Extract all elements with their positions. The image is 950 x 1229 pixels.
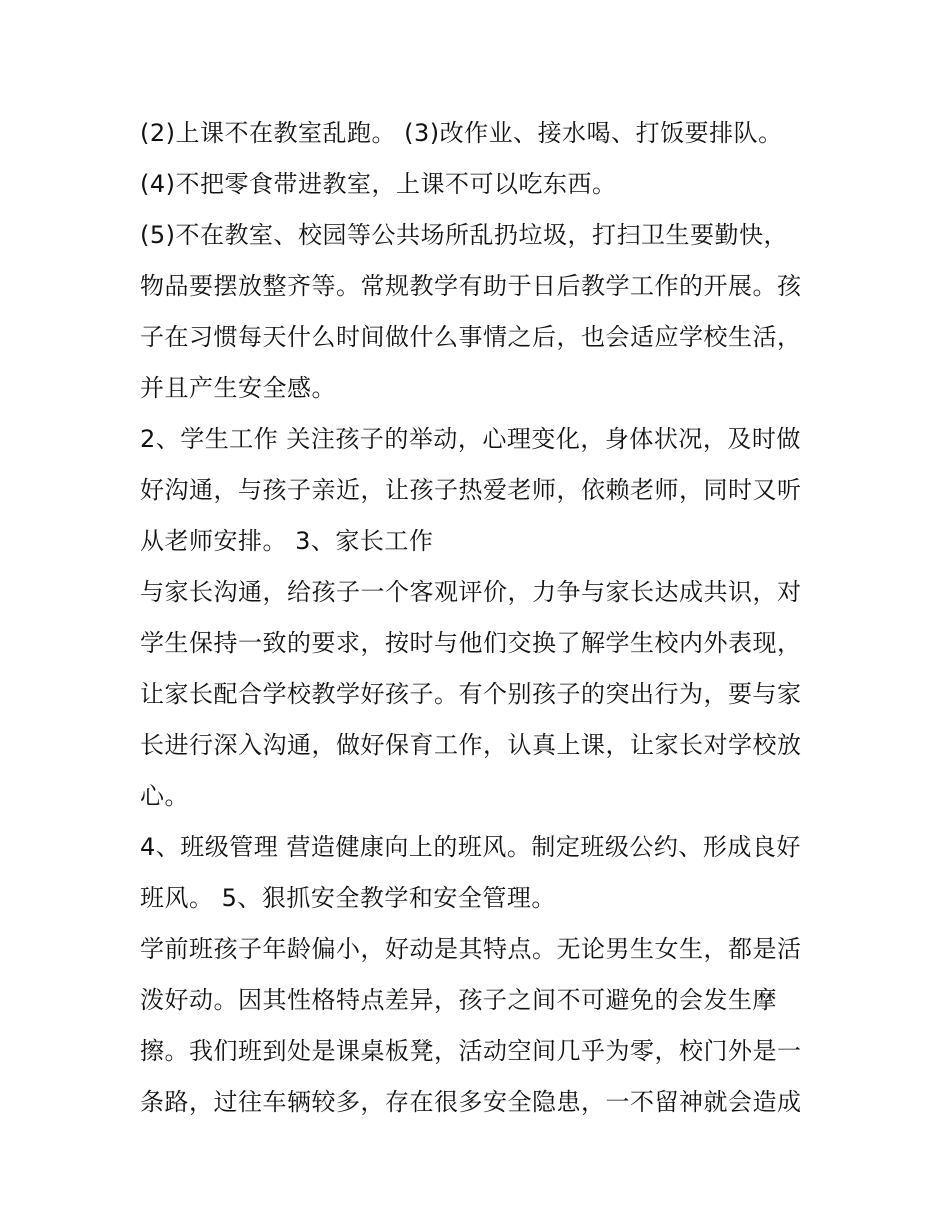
- text-line: 子在习惯每天什么时间做什么事情之后，也会适应学校生活，: [140, 323, 802, 351]
- text-line: (5)不在教室、校园等公共场所乱扔垃圾，打扫卫生要勤快，: [140, 221, 788, 249]
- text-line: 2、学生工作 关注孩子的举动，心理变化，身体状况，及时做: [140, 425, 801, 453]
- text-line: 心。: [140, 782, 189, 810]
- text-line: 让家长配合学校教学好孩子。有个别孩子的突出行为，要与家: [140, 680, 802, 708]
- body-text: [140, 108, 840, 1128]
- text-line: 擦。我们班到处是课桌板凳，活动空间几乎为零，校门外是一: [140, 1037, 802, 1065]
- text-line: 4、班级管理 营造健康向上的班风。制定班级公约、形成良好: [140, 833, 801, 861]
- text-line: 从老师安排。 3、家长工作: [140, 527, 434, 555]
- text-line: 物品要摆放整齐等。常规教学有助于日后教学工作的开展。孩: [140, 272, 802, 300]
- text-line: 长进行深入沟通，做好保育工作，认真上课，让家长对学校放: [140, 731, 802, 759]
- text-line: 条路，过往车辆较多，存在很多安全隐患，一不留神就会造成: [140, 1088, 802, 1116]
- text-line: 并且产生安全感。: [140, 374, 336, 402]
- text-line: (2)上课不在教室乱跑。 (3)改作业、接水喝、打饭要排队。: [140, 119, 783, 147]
- text-line: 与家长沟通，给孩子一个客观评价，力争与家长达成共识，对: [140, 578, 802, 606]
- text-line: 班风。 5、狠抓安全教学和安全管理。: [140, 884, 556, 912]
- text-line: 好沟通，与孩子亲近，让孩子热爱老师，依赖老师，同时又听: [140, 476, 802, 504]
- text-line: 学生保持一致的要求，按时与他们交换了解学生校内外表现，: [140, 629, 802, 657]
- text-line: (4)不把零食带进教室，上课不可以吃东西。: [140, 170, 617, 198]
- text-line: 泼好动。因其性格特点差异，孩子之间不可避免的会发生摩: [140, 986, 777, 1014]
- text-line: 学前班孩子年龄偏小，好动是其特点。无论男生女生，都是活: [140, 935, 802, 963]
